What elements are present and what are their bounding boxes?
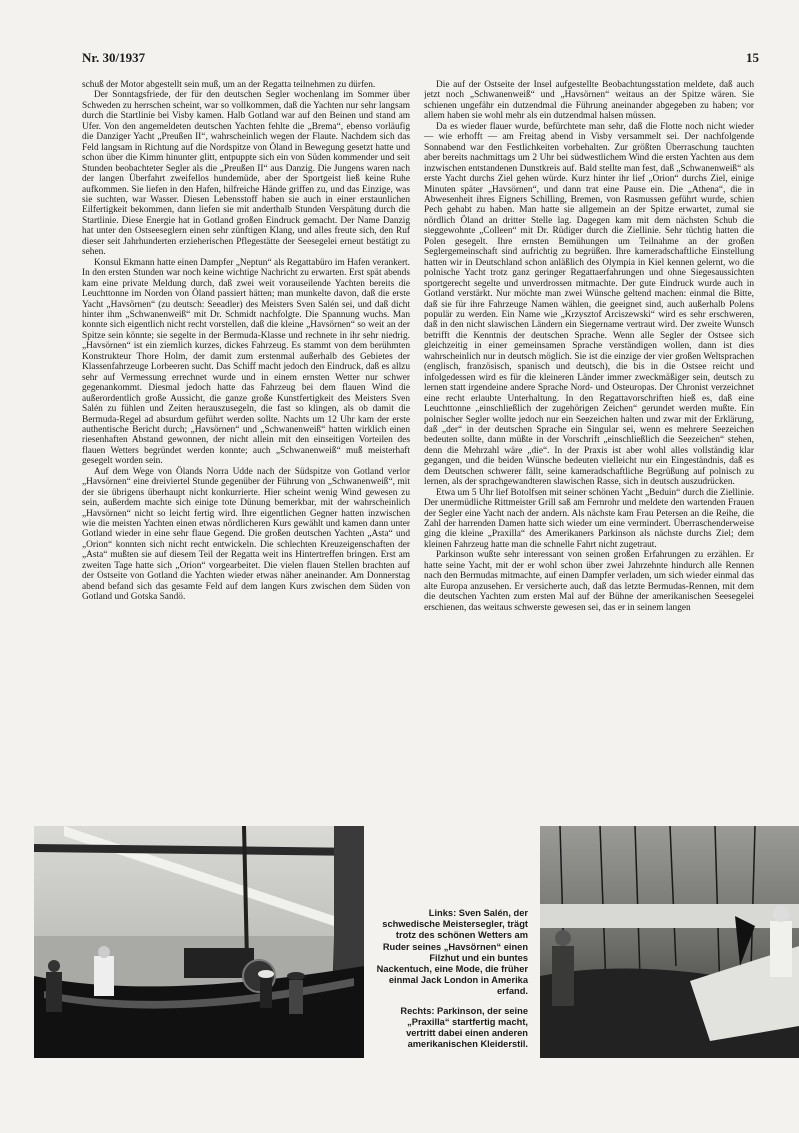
sailing-yacht-icon (34, 826, 364, 1058)
paragraph: Konsul Ekmann hatte einen Dampfer „Neptun“ als Regattabüro im Hafen verankert. In den ersten Stunden war noch keine wichtige Nachricht zu erwarten. Erst spät abends kam eine private Meldung durch, daß zwei weit vorauseilende Yachten bereits die Leuchttonne im Norden von Öland passiert hätten; man munkelte davon, daß die erste Yacht „Havsörnen“ (zu deutsch: Seeadler) des Meisters Sven Salén sei, und daß dicht hinter ihm „Schwanenweiß“ mit Dr. Schmidt nachfolgte. Die Spannung wuchs. Man konnte sich eigentlich nicht recht vorstellen, daß die kleine „Havsörnen“ so weit an der Spitze sein könnte; sie segelte in der Bermuda-Klasse und rechnete in ihr sehr niedrig. „Havsörnen“ ist ein ziemlich kurzes, dickes Fahrzeug. Es stammt von dem berühmten Konstrukteur Thore Holm, der damit zum erstenmal außerhalb des Gebietes der Klassenfahrzeuge Lorbeeren sucht. Das Schiff macht jedoch den Eindruck, daß es allzu sehr auf Vermessung errechnet wurde und in einem ernsten Wetter nur schwer gegenankommt. Diesmal jedoch hatte das Fahrzeug bei dem flauen Wind die außerordentlich große Aussicht, die ganze große Kunstfertigkeit des Meisters Sven Salén zu fühlen und Zeiten herauszusegeln, die fast so klingen, als ob damit die Bermuda-Regel ad absurdum geführt werden sollte. Nachts um 12 Uhr kam der erste authentische Bericht durch; „Havsörnen“ und „Schwanenweiß“ hatten wirklich einen riesenhaften Abstand gewonnen, der nicht allein mit den einseitigen Vorteilen des flauen Wetters begründet werden konnte; auch „Schwanenweiß“ muß meisterhaft gesegelt worden sein. (82, 257, 410, 467)
paragraph: Der Sonntagsfriede, der für den deutschen Segler wochenlang im Sommer über Schweden zu herrschen scheint, war so vollkommen, daß die Yachten nur sehr langsam durch die Startlinie bei Visby kamen. Halb Gotland war auf den Beinen und stand am Ufer. Von den angemeldeten deutschen Yachten fehlte die „Brema“, ebenso vorläufig die Danziger Yacht „Preußen II“, wahrscheinlich wegen der Flaute. Nachdem sich das Feld langsam in Richtung auf die Nordspitze von Öland in Bewegung gesetzt hatte und schon über die Kimm hinunter glitt, entpuppte sich ein von Süden kommender und seit Stunden beobachteter Segler als die „Preußen II“ aus Danzig. Die Jungens waren nach der langen Überfahrt zweifellos hundemüde, aber der Sportgeist ließ keine Ruhe aufkommen. Sie liefen in den Hafen, hilfreiche Hände griffen zu, und das Einzige, was sie suchten, war Wasser. Diesen Lebensstoff haben sie auch in einer erstaunlichen Eilfertigkeit bekommen, dann liefen sie mit anderthalb Stunden Verspätung durch die Startlinie. Diese Energie hat in Gotland großen Eindruck gemacht. Der Name Danzig hat unter den Ostseeseglern einen sehr zünftigen Klang, und alles freute sich, den Ruf dieser seit Jahrhunderten erzieherischen Pflegestätte der Seesegelei erneut bestätigt zu sehen. (82, 90, 410, 258)
paragraph: Etwa um 5 Uhr lief Botolfsen mit seiner schönen Yacht „Beduin“ durch die Ziellinie. Der unermüdliche Rittmeister Grill saß am Fernrohr und meldete den wartenden Frauen der Segler eine Yacht nach der andern. Als nächste kam Frau Petersen an die Reihe, die Zahl der harrenden Damen hatte sich wieder um eine vermindert. Überraschenderweise ging die kleine „Praxilla“ des Amerikaners Parkinson als nächste durchs Ziel; dem kleinen Fahrzeug hatte man die schnelle Fahrt nicht zugetraut. (424, 487, 754, 550)
caption-left: Links: Sven Salén, der schwedische Meistersegler, trägt trotz des schönen Wetters am Ruder seines „Havsörnen“ einen Filzhut und ein buntes Nackentuch, eine Mode, die früher einmal Jack London in Amerika erfand. (376, 908, 528, 997)
paragraph: Auf dem Wege von Ölands Norra Udde nach der Südspitze von Gotland verlor „Havsörnen“ eine dreiviertel Stunde gegenüber der Führung von „Schwanenweiß“, mit der sie übrigens überhaupt nicht konkurrierte. Hier scheint wenig Wind gewesen zu sein, außerdem machte sich einige tote Dünung bemerkbar, mit der wahrscheinlich „Havsörnen“ nicht so leicht fertig wird. Ihre eigentlichen Gegner hatten inzwischen wie die meisten Yachten einen etwas nördlicheren Kurs gewählt und kamen dann unter Gotland wieder in eine sehr flaue Gegend. Die großen deutschen Yachten „Asta“ und „Orion“ konnten sich nicht recht entwickeln. Die schlechten Kreuzeigenschaften der „Asta“ mußten sie auf diesem Teil der Regatta weit ins Hintertreffen bringen. Erst am zweiten Tage hatte sich „Orion“ vorgearbeitet. Die vielen flauen Stellen brachten auf der Ostseite von Gotland die Yachten wieder etwas näher aneinander. Am Donnerstag abend befand sich das gesamte Feld auf dem langen Kurs zwischen dem Süden von Gotland und Gotska Sandö. (82, 466, 410, 603)
photo-caption (376, 908, 528, 1058)
paragraph: Die auf der Ostseite der Insel aufgestellte Beobachtungsstation meldete, daß auch jetzt noch „Schwanenweiß“ und „Havsörnen“ weitaus an der Spitze wären. Sie schienen ungefähr ein dutzendmal die Führung aneinander abgegeben zu haben; vor allem haben sie wohl mehr als ein dutzendmal halsen müssen. (424, 80, 754, 122)
caption-right: Rechts: Parkinson, der seine „Praxilla“ startfertig macht, vertritt dabei einen anderen amerikanischen Kleiderstil. (400, 1005, 528, 1050)
paragraph: Da es wieder flauer wurde, befürchtete man sehr, daß die Flotte noch nicht wieder — wie erhofft — am Freitag abend in Visby versammelt sei. Der nachfolgende Sonnabend war den Festlichkeiten vorbehalten. Zur größten Überraschung tauchten aber bereits nachmittags um 2 Uhr bei südwestlichem Wind die ersten Yachten aus dem inzwischen entstandenen Dunstkreis auf. Bald stellte man fest, daß „Schwanenweiß“ als erste Yacht durchs Ziel gehen würde. Kurz hinter ihr lief „Orion“ durchs Ziel, einige Minuten später „Havsörnen“, und dann trat eine Pause ein. Die „Athena“, die in Abwesenheit ihres Eigners Schilling, Bremen, von Rasmussen geführt wurde, schien Pech gehabt zu haben. Man hatte sie allgemein an der Spitze erwartet, zumal sie nördlich Öland an dritter Stelle lag. Dagegen kam mit dem nächsten Schub die sieggewohnte „Colleen“ mit Dr. Rüdiger durch die Ziellinie. Sehr tüchtig hatten die Polen gesegelt. Ihre ernsten Bemühungen um Teilnahme an der großen Seglergemeinschaft sind aufrichtig zu begrüßen. Ihre kameradschaftliche Einstellung hatten wir in Deutschland schon anläßlich des Olympia in Kiel kennen gelernt, wo die polnische Yacht trotz ganz geringer Regattaerfahrungen und ohne Siegesaussichten sportgerecht segelte und unverdrossen mitmachte. Der gute Eindruck wurde auch in Gotland verstärkt. Nur möchte man zwei Wünsche geltend machen: einmal die Bitte, daß sie für ihre Fahrzeuge Namen wählen, die geeignet sind, auch außerhalb Polens populär zu werden. Ein Name wie „Krzysztof Arciszewski“ wird es sehr erschweren, daß in den nicht slawischen Ländern ein Siegername vertraut wird. Der zweite Wunsch betrifft die Kenntnis der deutschen Sprache. Wenn alle Segler der Ostsee sich gleichzeitig in einer gemeinsamen Sprache verständigen wollen, dann ist dies wahrscheinlich nur in deutsch möglich. Sie ist die einzige der vier großen Weltsprachen (englisch, französisch, spanisch und deutsch), die bis in die Ostsee reicht und infolgedessen wird es für die kleineren Länder immer zweckmäßiger sein, deutsch zu lernen statt irgendeine andere Sprache Nord- und Osteuropas. Der Chronist verzeichnet eine recht erlaubte Unterhaltung. In den Regattavorschriften hieß es, daß eine Leuchttonne „einschließlich der zugehörigen Zeichen“ gerundet werden mußte. Ein polnischer Segler wollte jedoch nur ein Seezeichen halten und zwar mit der Erklärung, daß „der“ in der deutschen Sprache ein Singular sei, wenn es mehrere Seezeichen bedeuten sollte, dann müßte in der Vorschrift „einschließlich die Seezeichen“ stehen, denn die Mehrzahl wäre „die“. In der Praxis ist aber wohl alles vollständig klar gegangen, und die beiden Wünsche bedeuten vielleicht nur ein Eingeständnis, daß es dem Deutschen schwerer fällt, seine kameradschaftliche Begrüßung auf polnisch zu lernen, als der sprachgewandteren slawischen Rasse, sich in deutsch auszudrücken. (424, 121, 754, 488)
page-number: 15 (746, 50, 759, 65)
paragraph: Parkinson wußte sehr interessant von seinen großen Erfahrungen zu erzählen. Er hatte seine Yacht, mit der er wohl schon über zwei Jahrzehnte hindurch alle Rennen nach den Bermudas mitmachte, auf einen Dampfer verladen, um sich wieder einmal das alte Europa anzusehen. Er versicherte auch, daß das letzte Bermudas-Rennen, mit dem die deutschen Yachten zum ersten Mal auf der Bühne der amerikanischen Seesegelei erschienen, das weitaus schwerste gewesen sei, das er in seinem langen (424, 550, 754, 613)
left-text-column (82, 80, 410, 780)
harbor-yachts-photo (540, 826, 799, 1058)
issue-number: Nr. 30/1937 (82, 50, 146, 65)
right-text-column (424, 80, 754, 780)
page-header (82, 50, 759, 70)
harbor-yachts-icon (540, 826, 799, 1058)
paragraph: schuß der Motor abgestellt sein muß, um an der Regatta teilnehmen zu dürfen. (82, 80, 376, 90)
sailing-yacht-photo (34, 826, 364, 1058)
